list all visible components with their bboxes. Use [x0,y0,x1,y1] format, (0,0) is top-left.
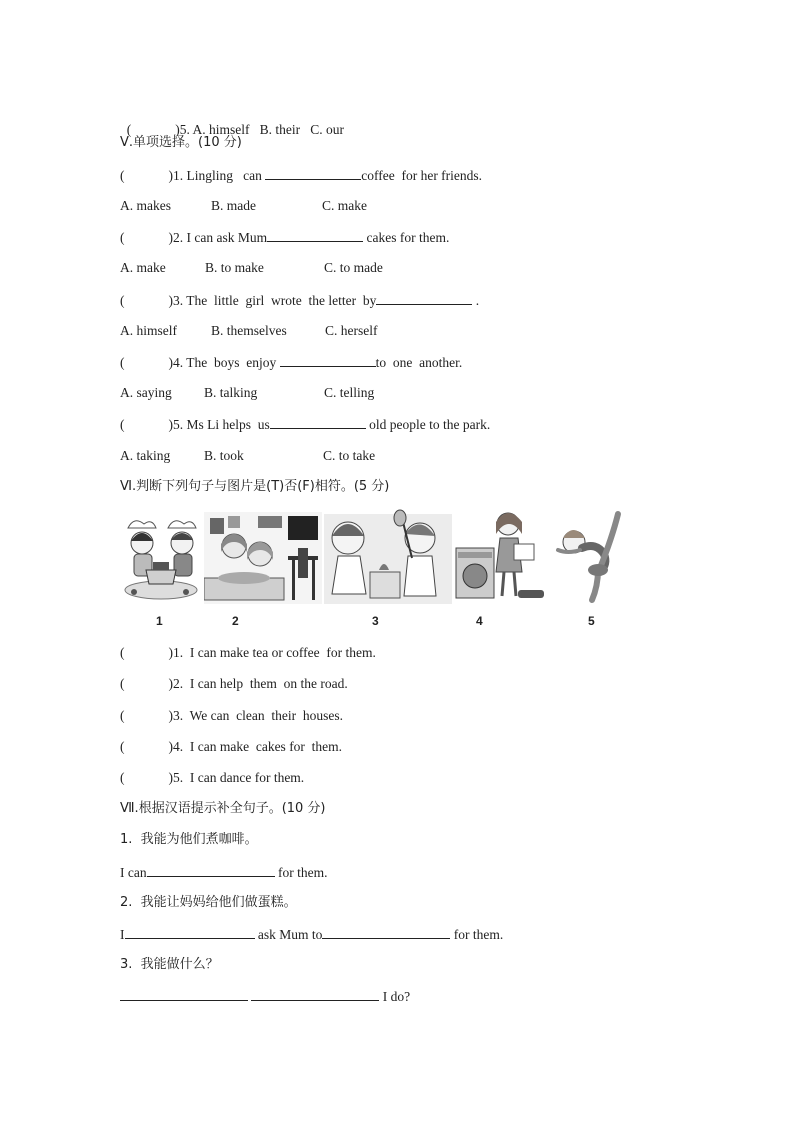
prompt-3-chinese: 3. 我能做什么？ [120,957,219,972]
judge-item-3: ( )3. We can clean their houses. [120,708,343,723]
question-text: to one another. [375,355,463,370]
answer-blank[interactable] [251,987,379,1001]
item-number: )1. [168,168,184,183]
judge-item-5: ( )5. I can dance for them. [120,770,305,785]
answer-blank[interactable] [280,353,376,367]
question-2: ( )2. I can ask Mum cakes for them. [120,230,450,245]
item-number: )3. [168,293,184,308]
sentence-text: ask Mum to [254,927,323,942]
option-c: C. to made [324,260,383,275]
option-b: B. took [204,448,244,463]
item-text: )2. I can help them on the road. [168,676,348,691]
children-baking-cake-picture [120,508,202,604]
item-text: )4. I can make cakes for them. [168,739,343,754]
judge-item-1: ( )1. I can make tea or coffee for them. [120,645,376,660]
question-4: ( )4. The boys enjoy to one another. [120,355,463,370]
question-3: ( )3. The little girl wrote the letter by . [120,293,480,308]
picture-number: 3 [372,614,379,628]
prompt-2-chinese: 2. 我能让妈妈给他们做蛋糕。 [120,895,297,910]
prompt-1-chinese: 1. 我能为他们煮咖啡。 [120,832,258,847]
option-c: C. herself [325,323,378,338]
question-text: Ms Li helps us [186,417,270,432]
item-text: )1. I can make tea or coffee for them. [168,645,376,660]
sentence-text: I [120,927,125,942]
girl-dancing-picture [550,508,634,604]
judge-item-2: ( )2. I can help them on the road. [120,676,348,691]
section6-heading: Ⅵ.判断下列句子与图片是(T)否(F)相符。(5 分) [120,479,390,494]
answer-blank[interactable] [125,925,255,939]
item-number: )4. [168,355,184,370]
item-number: )5. [175,122,190,137]
picture-number: 5 [588,614,595,628]
question-text: coffee for her friends. [361,168,483,183]
option-c: C. to take [323,448,376,463]
option-a: A. himself [120,323,177,338]
question-text: I can ask Mum [186,230,268,245]
question-1: ( )1. Lingling can coffee for her friends. [120,168,483,183]
option-b: B. talking [204,385,258,400]
options-text: A. himself B. their C. our [192,122,345,137]
option-b: B. made [211,198,256,213]
option-c: C. telling [324,385,375,400]
question-text: . [472,293,480,308]
answer-blank[interactable] [270,415,366,429]
fill-sentence-2 [120,925,503,944]
answer-blank[interactable] [322,925,450,939]
option-b: B. themselves [211,323,287,338]
option-a: A. taking [120,448,171,463]
question-text: cakes for them. [363,230,450,245]
sentence-text: I can [120,865,147,880]
question-text: The boys enjoy [186,355,280,370]
item-text: )5. I can dance for them. [168,770,305,785]
question-5: ( )5. Ms Li helps us old people to the park. [120,417,491,432]
option-a: A. make [120,260,166,275]
answer-blank[interactable] [147,863,275,877]
children-washing-up-picture [204,508,322,604]
answer-paren: ( [126,122,132,137]
answer-blank[interactable] [376,291,472,305]
answer-blank[interactable] [265,166,361,180]
option-a: A. makes [120,198,171,213]
sentence-text: for them. [274,865,328,880]
question-text: Lingling can [186,168,266,183]
item-text: )3. We can clean their houses. [168,708,343,723]
fill-sentence-1 [120,863,327,882]
picture-number: 2 [232,614,239,628]
sentence-text: for them. [450,927,504,942]
picture-number: 4 [476,614,483,628]
option-b: B. to make [205,260,264,275]
question-text: The little girl wrote the letter by [186,293,377,308]
option-c: C. make [322,198,367,213]
section7-heading: Ⅶ.根据汉语提示补全句子。(10 分) [120,801,326,816]
question-text: old people to the park. [365,417,491,432]
girl-washing-clothes-picture [454,508,546,604]
item-number: )5. [168,417,184,432]
sentence-text: I do? [379,989,411,1004]
section5-heading: Ⅴ.单项选择。(10 分) [120,135,242,150]
option-a: A. saying [120,385,172,400]
judge-item-4: ( )4. I can make cakes for them. [120,739,343,754]
item-number: )2. [168,230,184,245]
picture-number: 1 [156,614,163,628]
answer-blank[interactable] [120,987,248,1001]
children-cleaning-house-picture [324,508,452,604]
fill-sentence-3 [120,987,410,1006]
answer-blank[interactable] [267,228,363,242]
